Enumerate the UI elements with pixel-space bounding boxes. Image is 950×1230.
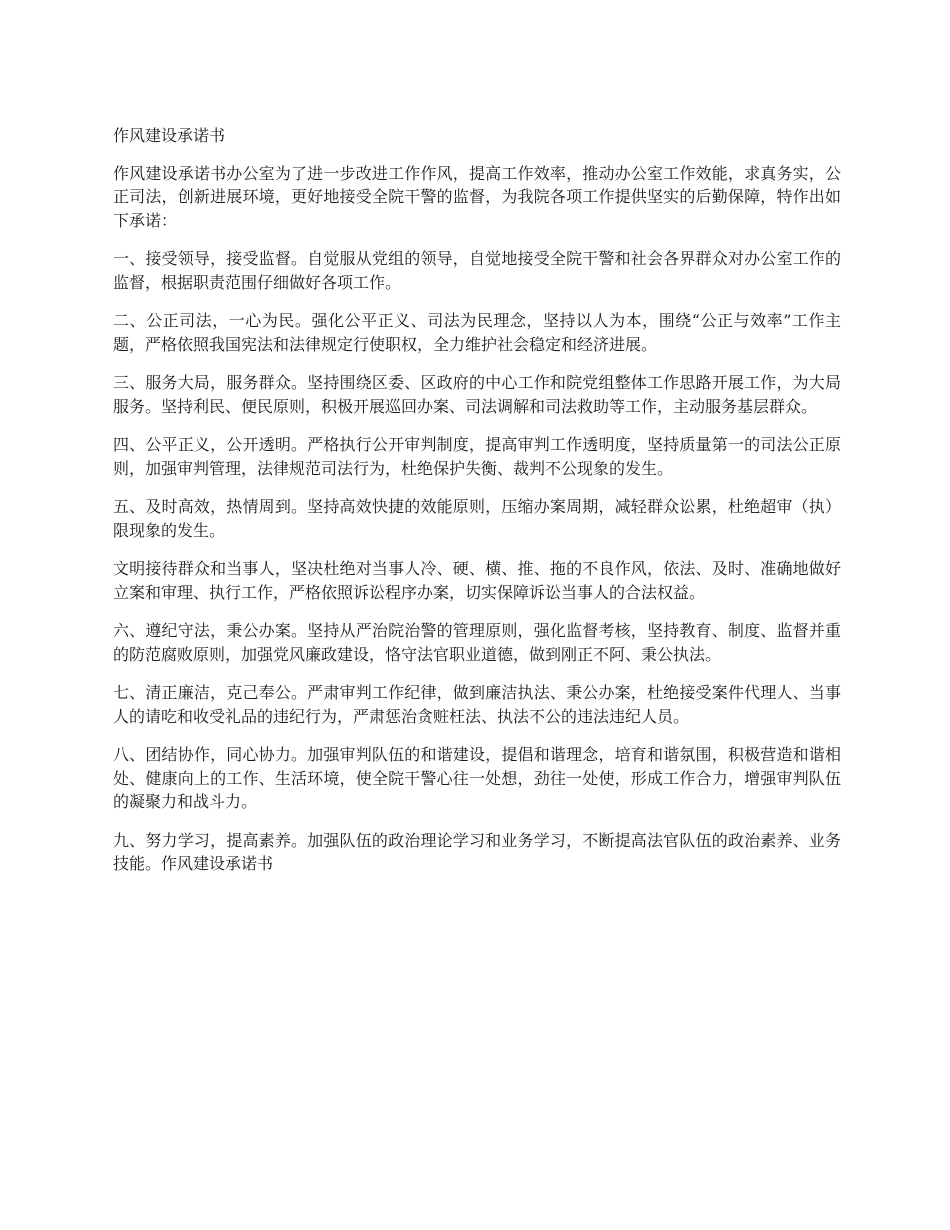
- paragraph-5: 五、及时高效，热情周到。坚持高效快捷的效能原则，压缩办案周期，减轻群众讼累，杜绝超审（执）限现象的发生。: [113, 497, 841, 540]
- paragraph-7: 七、清正廉洁，克己奉公。严肃审判工作纪律，做到廉洁执法、秉公办案，杜绝接受案件代理人、当事人的请吃和收受礼品的违纪行为，严肃惩治贪赃枉法、执法不公的违法违纪人员。: [113, 683, 841, 726]
- paragraph-intro: 作风建设承诺书办公室为了进一步改进工作作风，提高工作效率，推动办公室工作效能，求真务实，公正司法，创新进展环境，更好地接受全院干警的监督，为我院各项工作提供坚实的后勤保障，特作出如下承诺：: [113, 163, 841, 230]
- paragraph-2: 二、公正司法，一心为民。强化公平正义、司法为民理念，坚持以人为本，围绕“公正与效率”工作主题，严格依照我国宪法和法律规定行使职权，全力维护社会稳定和经济进展。: [113, 311, 841, 354]
- document-title: 作风建设承诺书: [113, 126, 226, 145]
- paragraph-9: 九、努力学习，提高素养。加强队伍的政治理论学习和业务学习，不断提高法官队伍的政治素养、业务技能。作风建设承诺书: [113, 830, 841, 873]
- paragraph-6: 六、遵纪守法，秉公办案。坚持从严治院治警的管理原则，强化监督考核，坚持教育、制度、监督并重的防范腐败原则，加强党风廉政建设，恪守法官职业道德，做到刚正不阿、秉公执法。: [113, 621, 841, 664]
- paragraph-5-cont: 文明接待群众和当事人，坚决杜绝对当事人冷、硬、横、推、拖的不良作风，依法、及时、准确地做好立案和审理、执行工作，严格依照诉讼程序办案，切实保障诉讼当事人的合法权益。: [113, 559, 841, 602]
- paragraph-4: 四、公平正义，公开透明。严格执行公开审判制度，提高审判工作透明度，坚持质量第一的司法公正原则，加强审判管理，法律规范司法行为，杜绝保护失衡、裁判不公现象的发生。: [113, 435, 841, 478]
- paragraph-1: 一、接受领导，接受监督。自觉服从党组的领导，自觉地接受全院干警和社会各界群众对办公室工作的监督，根据职责范围仔细做好各项工作。: [113, 249, 841, 292]
- paragraph-8: 八、团结协作，同心协力。加强审判队伍的和谐建设，提倡和谐理念，培育和谐氛围，积极营造和谐相处、健康向上的工作、生活环境，使全院干警心往一处想，劲往一处使，形成工作合力，增强审判队伍的凝聚力和战斗力。: [113, 745, 841, 811]
- document-page: [113, 124, 841, 891]
- paragraph-3: 三、服务大局，服务群众。坚持围绕区委、区政府的中心工作和院党组整体工作思路开展工作，为大局服务。坚持利民、便民原则，积极开展巡回办案、司法调解和司法救助等工作，主动服务基层群众。: [113, 373, 841, 416]
